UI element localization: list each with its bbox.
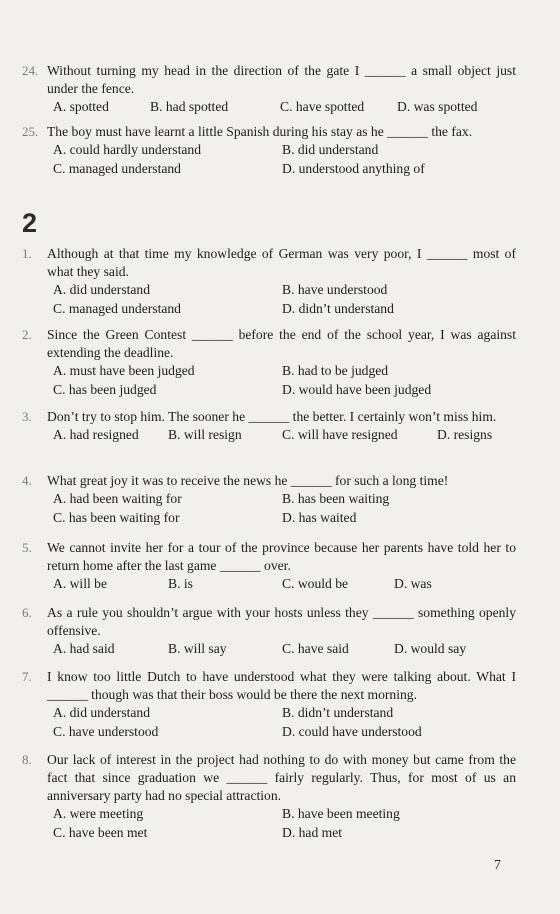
options-row: [53, 490, 516, 509]
options-row: [53, 509, 516, 528]
question-stem: I know too little Dutch to have understood what they were talking about. What I ______ though was that their boss would be there the next morning.: [47, 669, 516, 702]
option-c[interactable]: C. would be: [282, 576, 349, 591]
question-stem: We cannot invite her for a tour of the province because her parents have told her to return home after the last game ______ over.: [47, 540, 516, 573]
options-row: [53, 381, 516, 400]
option-c[interactable]: C. will have resigned: [282, 427, 398, 442]
option-a[interactable]: A. could hardly understand: [53, 142, 201, 157]
options-row: [53, 723, 516, 742]
option-b[interactable]: B. has been waiting: [282, 491, 390, 506]
option-c[interactable]: C. have understood: [53, 724, 159, 739]
question-stem: Without turning my head in the direction of the gate I ______ a small object just under the fence.: [47, 63, 516, 96]
option-d[interactable]: D. had met: [282, 825, 343, 840]
option-a[interactable]: A. did understand: [53, 705, 151, 720]
question-stem: The boy must have learnt a little Spanish during his stay as he ______ the fax.: [47, 124, 473, 139]
question-number: 7.: [22, 669, 32, 684]
options-row: [53, 300, 516, 319]
option-a[interactable]: A. had been waiting for: [53, 491, 182, 506]
options-row: [53, 141, 516, 160]
question-8: [22, 751, 516, 843]
question-6: [22, 604, 516, 659]
question-number: 4.: [22, 473, 32, 488]
options-row: [53, 362, 516, 381]
option-b[interactable]: B. did understand: [282, 142, 379, 157]
option-b[interactable]: B. is: [168, 576, 193, 591]
question-7: [22, 668, 516, 742]
question-1: [22, 245, 516, 319]
question-stem: Our lack of interest in the project had nothing to do with money but came from the fact that since graduation we ______ fairly regularly. Thus, for most of us an anniversary party had no special attraction.: [47, 752, 516, 803]
option-c[interactable]: C. has been judged: [53, 382, 157, 397]
question-number: 3.: [22, 409, 32, 424]
question-number: 25.: [22, 124, 39, 139]
option-a[interactable]: A. did understand: [53, 282, 151, 297]
option-d[interactable]: D. resigns: [437, 427, 493, 442]
question-number: 8.: [22, 752, 32, 767]
option-a[interactable]: A. will be: [53, 576, 107, 591]
options-row: [53, 281, 516, 300]
question-stem: Although at that time my knowledge of German was very poor, I ______ most of what they said.: [47, 246, 516, 279]
question-3: [22, 408, 516, 445]
option-c[interactable]: C. managed understand: [53, 301, 181, 316]
option-b[interactable]: B. had spotted: [150, 99, 229, 114]
option-c[interactable]: C. have said: [282, 641, 349, 656]
question-number: 6.: [22, 605, 32, 620]
option-a[interactable]: A. had resigned: [53, 427, 139, 442]
options-row: [53, 805, 516, 824]
question-stem: As a rule you shouldn’t argue with your hosts unless they ______ something openly offensive.: [47, 605, 516, 638]
page-number: 7: [494, 858, 501, 873]
option-d[interactable]: D. has waited: [282, 510, 357, 525]
option-b[interactable]: B. have understood: [282, 282, 388, 297]
option-d[interactable]: D. would say: [394, 641, 467, 656]
options-row: [53, 426, 516, 445]
question-stem: Since the Green Contest ______ before the end of the school year, I was against extending the deadline.: [47, 327, 516, 360]
question-stem: Don’t try to stop him. The sooner he ______ the better. I certainly won’t miss him.: [47, 409, 497, 424]
question-4: [22, 472, 516, 528]
option-c[interactable]: C. has been waiting for: [53, 510, 180, 525]
options-row: [53, 575, 516, 594]
option-a[interactable]: A. had said: [53, 641, 115, 656]
option-b[interactable]: B. didn’t understand: [282, 705, 394, 720]
question-24: [22, 62, 516, 117]
option-d[interactable]: D. understood anything of: [282, 161, 425, 176]
options-row: [53, 98, 516, 117]
option-a[interactable]: A. must have been judged: [53, 363, 195, 378]
options-row: [53, 824, 516, 843]
option-c[interactable]: C. have been met: [53, 825, 148, 840]
options-row: [53, 640, 516, 659]
question-stem: What great joy it was to receive the news he ______ for such a long time!: [47, 473, 449, 488]
options-row: [53, 160, 516, 179]
question-number: 5.: [22, 540, 32, 555]
option-d[interactable]: D. was: [394, 576, 432, 591]
option-d[interactable]: D. could have understood: [282, 724, 422, 739]
option-d[interactable]: D. would have been judged: [282, 382, 432, 397]
options-row: [53, 704, 516, 723]
option-c[interactable]: C. managed understand: [53, 161, 181, 176]
question-25: [22, 123, 516, 179]
option-b[interactable]: B. have been meeting: [282, 806, 400, 821]
option-a[interactable]: A. were meeting: [53, 806, 144, 821]
question-number: 2.: [22, 327, 32, 342]
option-d[interactable]: D. didn’t understand: [282, 301, 394, 316]
question-2: [22, 326, 516, 400]
question-5: [22, 539, 516, 594]
option-b[interactable]: B. will resign: [168, 427, 242, 442]
question-number: 24.: [22, 63, 39, 78]
option-b[interactable]: B. will say: [168, 641, 227, 656]
question-number: 1.: [22, 246, 32, 261]
section-number: 2: [22, 208, 38, 238]
option-b[interactable]: B. had to be judged: [282, 363, 389, 378]
option-a[interactable]: A. spotted: [53, 99, 109, 114]
option-d[interactable]: D. was spotted: [397, 99, 478, 114]
option-c[interactable]: C. have spotted: [280, 99, 365, 114]
